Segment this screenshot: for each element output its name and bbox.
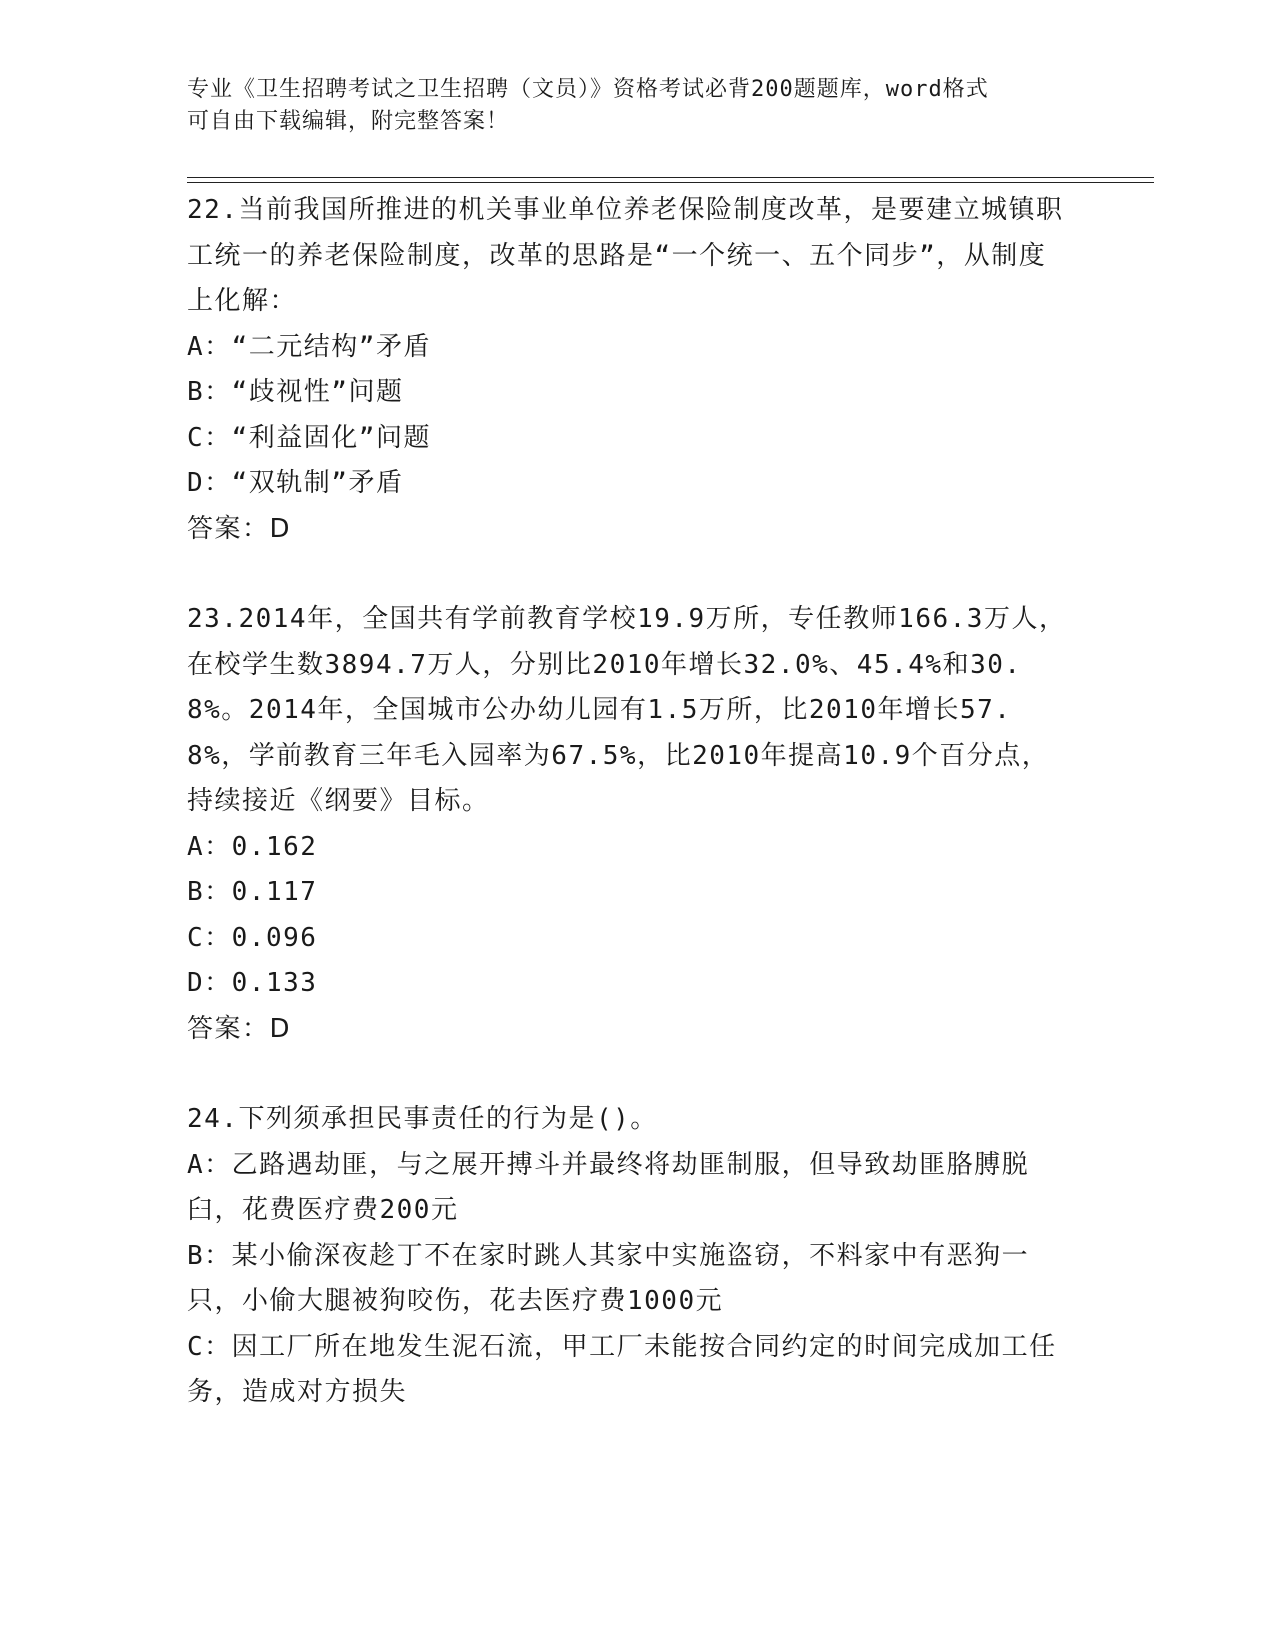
question-stem: 24.下列须承担民事责任的行为是()。: [187, 1104, 658, 1134]
option-c: C：因工厂所在地发生泥石流，甲工厂未能按合同约定的时间完成加工任务，造成对方损失: [187, 1331, 1057, 1407]
answer-line: 答案：D: [187, 513, 292, 544]
header-line-2: 可自由下载编辑，附完整答案！: [187, 109, 510, 134]
question-list: [187, 188, 1067, 1461]
page-header: [187, 74, 1087, 138]
question-23: [187, 597, 1067, 1052]
option-a: A：乙路遇劫匪，与之展开搏斗并最终将劫匪制服，但导致劫匪胳膊脱臼，花费医疗费200元: [187, 1149, 1030, 1225]
question-22: [187, 188, 1067, 552]
option-c: C：“利益固化”问题: [187, 422, 431, 453]
question-stem: 22.当前我国所推进的机关事业单位养老保险制度改革，是要建立城镇职工统一的养老保险制度，改革的思路是“一个统一、五个同步”，从制度上化解：: [187, 195, 1064, 316]
option-b: B：某小偷深夜趁丁不在家时跳人其家中实施盗窃，不料家中有恶狗一只，小偷大腿被狗咬伤，花去医疗费1000元: [187, 1240, 1030, 1316]
question-24: [187, 1097, 1067, 1416]
header-line-1: 专业《卫生招聘考试之卫生招聘（文员）》资格考试必背200题题库，word格式: [187, 77, 989, 102]
question-stem: 23.2014年，全国共有学前教育学校19.9万所，专任教师166.3万人，在校学生数3894.7万人，分别比2010年增长32.0%、45.4%和30.8%。2014年，全国城市公办幼儿园有1.5万所，比2010年增长57.8%，学前教育三年毛入园率为67.5%，比2010年提高10.9个百分点，持续接近《纲要》目标。: [187, 604, 1067, 816]
header-divider: [187, 177, 1154, 183]
answer-line: 答案：D: [187, 1013, 292, 1044]
option-a: A：0.162: [187, 831, 318, 862]
option-d: D：“双轨制”矛盾: [187, 468, 404, 498]
option-b: B：“歧视性”问题: [187, 377, 404, 407]
option-b: B：0.117: [187, 877, 318, 907]
option-c: C：0.096: [187, 922, 318, 953]
option-d: D：0.133: [187, 968, 318, 998]
option-a: A：“二元结构”矛盾: [187, 331, 431, 362]
